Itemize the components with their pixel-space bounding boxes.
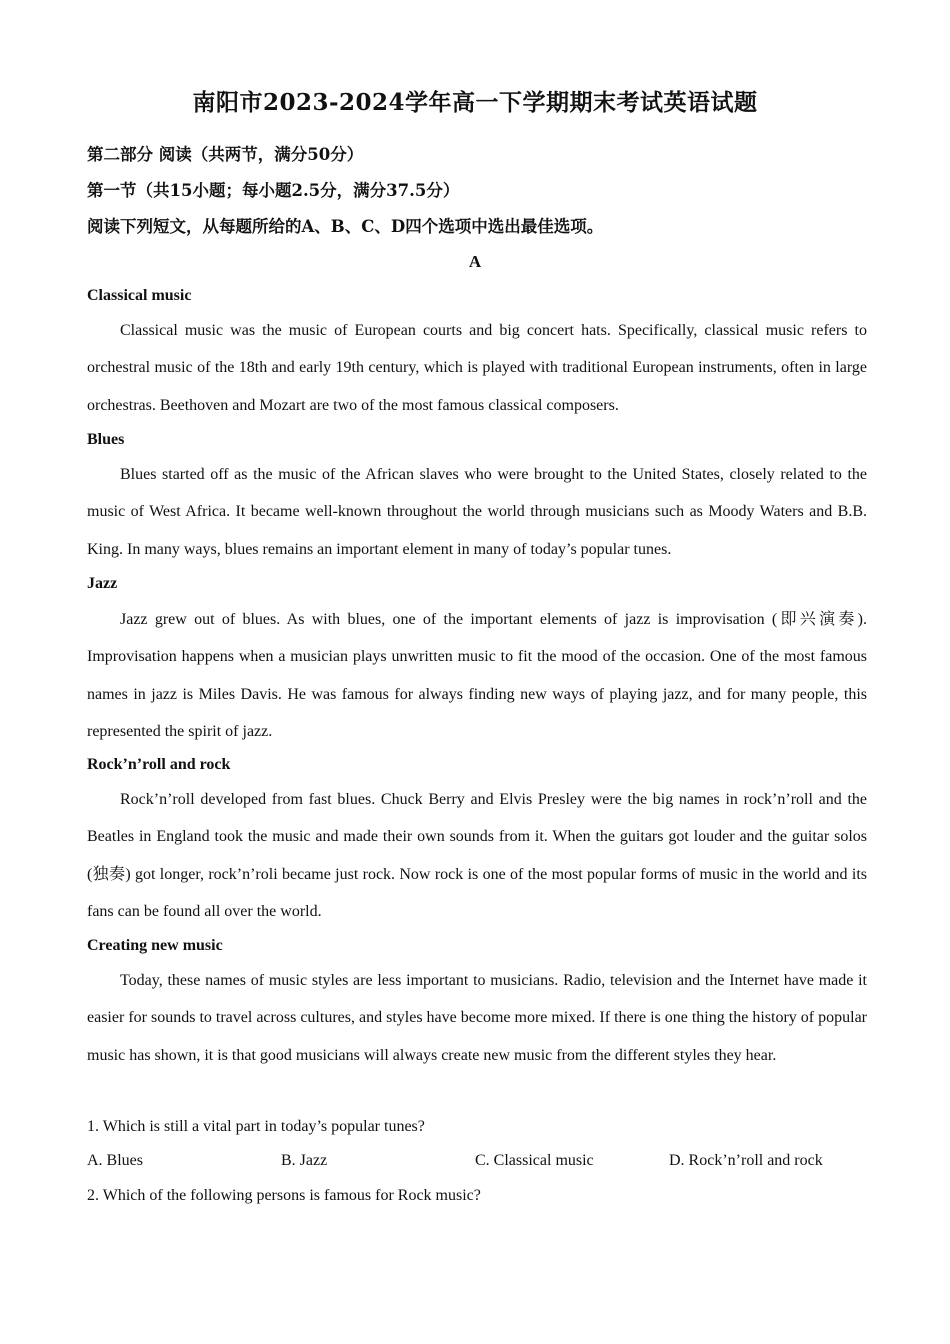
section-heading-classical: Classical music [87,287,192,304]
question-1-option-a: A. Blues [87,1152,143,1169]
section-text-rock: Rock’n’roll developed from fast blues. Chuck Berry and Elvis Presley were the big names in rock’n’roll and the Beatles in England took the music and made their own sounds from it. When the guitars got louder and the guitar solos (独奏) got longer, rock’n’roli became just rock. Now rock is one of the most popular forms of music in the world and its fans can be found all over the world. [87,791,867,920]
section-heading-blues: Blues [87,431,125,448]
question-1-stem: 1. Which is still a vital part in today’s popular tunes? [87,1118,425,1135]
question-1-option-d: D. Rock’n’roll and rock [669,1152,823,1169]
section-text-blues: Blues started off as the music of the African slaves who were brought to the United States, closely related to the music of West Africa. It became well-known throughout the world through musicians such as Moody Waters and B.B. King. In many ways, blues remains an important element in many of today’s popular tunes. [87,466,867,558]
question-1-option-b: B. Jazz [281,1152,328,1169]
section-text-creating: Today, these names of music styles are less important to musicians. Radio, television and the Internet have made it easier for sounds to travel across cultures, and styles have become more mixed. If there is one thing the history of popular music has shown, it is that good musicians will always create new music from the different styles they hear. [87,972,867,1064]
section-heading-creating: Creating new music [87,937,223,954]
section-heading-jazz: Jazz [87,575,118,592]
section-text-classical: Classical music was the music of European courts and big concert hats. Specifically, classical music refers to orchestral music of the 18th and early 19th century, which is played with traditional European instruments, often in large orchestras. Beethoven and Mozart are two of the most famous classical composers. [87,322,867,414]
question-2-stem: 2. Which of the following persons is famous for Rock music? [87,1187,481,1204]
exam-title: 南阳市2023-2024学年高一下学期期末考试英语试题 [192,89,758,116]
part-header: 第二部分 阅读（共两节，满分50分） [87,145,364,164]
instruction: 阅读下列短文，从每题所给的A、B、C、D四个选项中选出最佳选项。 [87,217,604,236]
question-1-option-c: C. Classical music [475,1152,594,1169]
section-heading-rock: Rock’n’roll and rock [87,756,231,773]
section-text-jazz: Jazz grew out of blues. As with blues, one of the important elements of jazz is improvisation (即兴演奏). Improvisation happens when a musician plays unwritten music to fit the mood of the occasion. One of the most famous names in jazz is Miles Davis. He was famous for always finding new ways of playing jazz, and for many people, this represented the spirit of jazz. [87,611,867,740]
section-header: 第一节（共15小题；每小题2.5分，满分37.5分） [87,181,460,200]
passage-label: A [468,252,482,271]
